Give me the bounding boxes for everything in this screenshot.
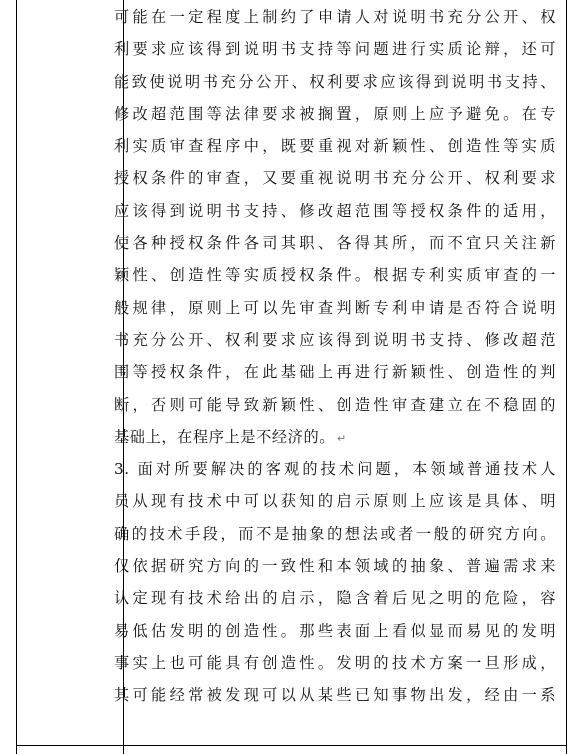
text-line: 其可能经常被发现可以从某些已知事物出发，经由一系 bbox=[114, 686, 556, 705]
text-line: 3. 面对所要解决的客观的技术问题，本领域普通技术人 bbox=[114, 460, 556, 479]
text-line: 员从现有技术中可以获知的启示原则上应该是具体、明 bbox=[114, 492, 556, 511]
text-line: 可能在一定程度上制约了申请人对说明书充分公开、权 bbox=[114, 8, 556, 26]
text-line: 围等授权条件，在此基础上再进行新颖性、创造性的判 bbox=[114, 363, 556, 382]
text-line: 仅依据研究方向的一致性和本领域的抽象、普遍需求来 bbox=[114, 557, 556, 576]
text-line: 断，否则可能导致新颖性、创造性审查建立在不稳固的 bbox=[114, 395, 556, 414]
text-line: 修改超范围等法律要求被搁置，原则上应予避免。在专 bbox=[114, 104, 556, 123]
text-line: 利实质审查程序中，既要重视对新颖性、创造性等实质 bbox=[114, 137, 556, 156]
text-line: 能致使说明书充分公开、权利要求应该得到说明书支持、 bbox=[114, 72, 556, 91]
paragraph-return-mark: ↵ bbox=[337, 431, 347, 445]
paragraph-continuation bbox=[114, 1, 556, 453]
text-line-last bbox=[114, 421, 556, 453]
last-line-text: 基础上，在程序上是不经济的。 bbox=[114, 427, 336, 446]
text-line: 利要求应该得到说明书支持等问题进行实质论辩，还可 bbox=[114, 40, 556, 59]
text-line: 事实上也可能具有创造性。发明的技术方案一旦形成， bbox=[114, 653, 556, 672]
text-line: 易低估发明的创造性。那些表面上看似显而易见的发明 bbox=[114, 621, 556, 640]
row-divider bbox=[17, 745, 566, 746]
text-line: 授权条件的审查，又要重视说明书充分公开、权利要求 bbox=[114, 169, 556, 188]
text-line: 认定现有技术给出的启示，隐含着后见之明的危险，容 bbox=[114, 589, 556, 608]
text-line: 使各种授权条件各司其职、各得其所，而不宜只关注新 bbox=[114, 234, 556, 253]
text-line: 确的技术手段，而不是抽象的想法或者一般的研究方向。 bbox=[114, 524, 556, 543]
paragraph-3 bbox=[114, 453, 556, 711]
text-line: 般规律，原则上可以先审查判断专利申请是否符合说明 bbox=[114, 298, 556, 317]
text-line: 颖性、创造性等实质授权条件。根据专利实质审查的一 bbox=[114, 266, 556, 285]
text-line: 应该得到说明书支持、修改超范围等授权条件的适用， bbox=[114, 201, 556, 220]
text-line: 书充分公开、权利要求应该得到说明书支持、修改超范 bbox=[114, 330, 556, 349]
content-cell bbox=[114, 0, 556, 712]
